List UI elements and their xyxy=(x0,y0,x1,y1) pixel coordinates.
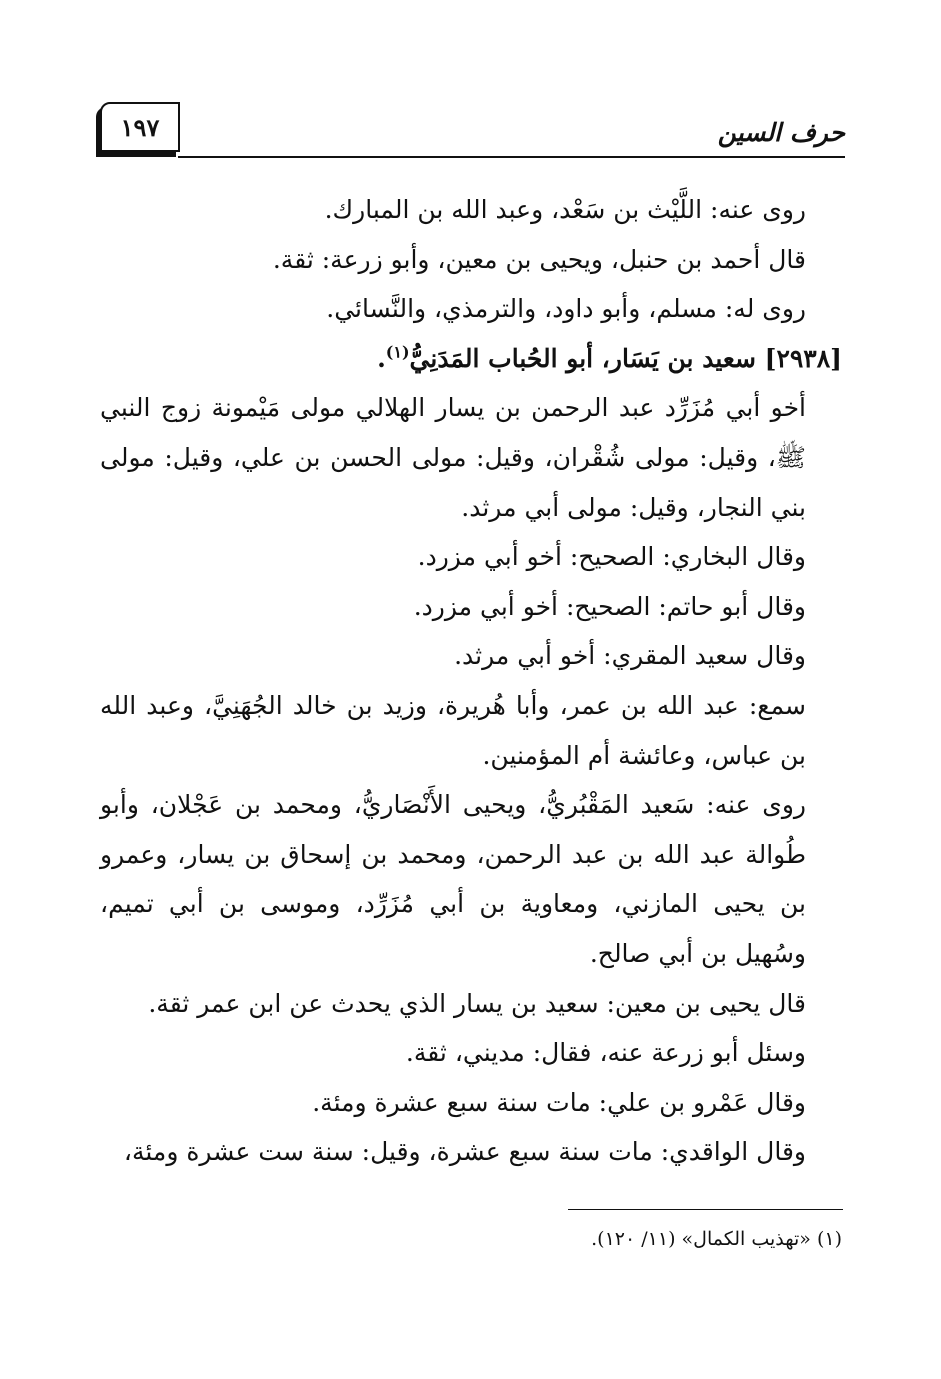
paragraph-lineage: أخو أبي مُزَرِّد عبد الرحمن بن يسار الهلالي مولى مَيْمونة زوج النبي ﷺ، وقيل: مولى شُقْران، وقيل: مولى الحسن بن علي، وقيل: مولى بني النجار، وقيل: مولى أبي مرثد. xyxy=(100,393,806,522)
paragraph-heard-from: سمع: عبد الله بن عمر، وأبا هُريرة، وزيد بن خالد الجُهَنِيَّ، وعبد الله بن عباس، وعائشة أم المؤمنين. xyxy=(100,690,806,770)
paragraph-said-almuqri: وقال سعيد المقري: أخو أبي مرثد. xyxy=(454,641,806,671)
header-rule xyxy=(178,156,845,158)
footnote: (١) «تهذيب الكمال» (١١/ ١٢٠). xyxy=(591,1228,842,1250)
paragraph-waqidi: وقال الواقدي: مات سنة سبع عشرة، وقيل: سنة ست عشرة ومئة، xyxy=(123,1137,806,1167)
paragraph-ibn-maeen: قال يحيى بن معين: سعيد بن يسار الذي يحدث عن ابن عمر ثقة. xyxy=(148,988,806,1018)
entry-heading: [٢٩٣٨] سعيد بن يَسَار، أبو الحُباب المَدَنِيُّ$^{(١)}$. xyxy=(377,342,842,373)
footnote-marker: (١) xyxy=(385,342,410,362)
paragraph-abu-zura: وسئل أبو زرعة عنه، فقال: مديني، ثقة. xyxy=(405,1038,806,1068)
running-title: حرف السين xyxy=(717,118,845,147)
page-number: ١٩٧ xyxy=(100,102,180,152)
paragraph-narrators: روى عنه: اللَّيْث بن سَعْد، وعبد الله بن المبارك. xyxy=(324,195,806,224)
paragraph-narrated-from-him: روى عنه: سَعيد المَقْبُريُّ، ويحيى الأَنْصَاريُّ، ومحمد بن عَجْلان، وأبو طُوالة عبد الله بن عبد الرحمن، ومحمد بن إسحاق بن يسار، وعمرو بن يحيى المازني، ومعاوية بن أبي مُزَرِّد، وموسى بن أبي تميم، وسُهيل بن أبي صالح. xyxy=(100,790,806,968)
body-text xyxy=(100,185,842,1177)
paragraph-abu-hatim: وقال أبو حاتم: الصحيح: أخو أبي مزرد. xyxy=(413,591,806,621)
page-header xyxy=(100,100,845,160)
paragraph-grading: قال أحمد بن حنبل، ويحيى بن معين، وأبو زرعة: ثقة. xyxy=(272,244,806,274)
paragraph-transmitted-by: روى له: مسلم، وأبو داود، والترمذي، والنَّسائي. xyxy=(326,294,806,324)
entry-heading-text: [٢٩٣٨] سعيد بن يَسَار، أبو الحُباب المَدَنِيُّ xyxy=(409,343,842,373)
paragraph-bukhari: وقال البخاري: الصحيح: أخو أبي مزرد. xyxy=(417,542,806,572)
footnote-rule xyxy=(568,1209,843,1210)
paragraph-amr-ibn-ali: وقال عَمْرو بن علي: مات سنة سبع عشرة ومئة. xyxy=(312,1087,806,1117)
